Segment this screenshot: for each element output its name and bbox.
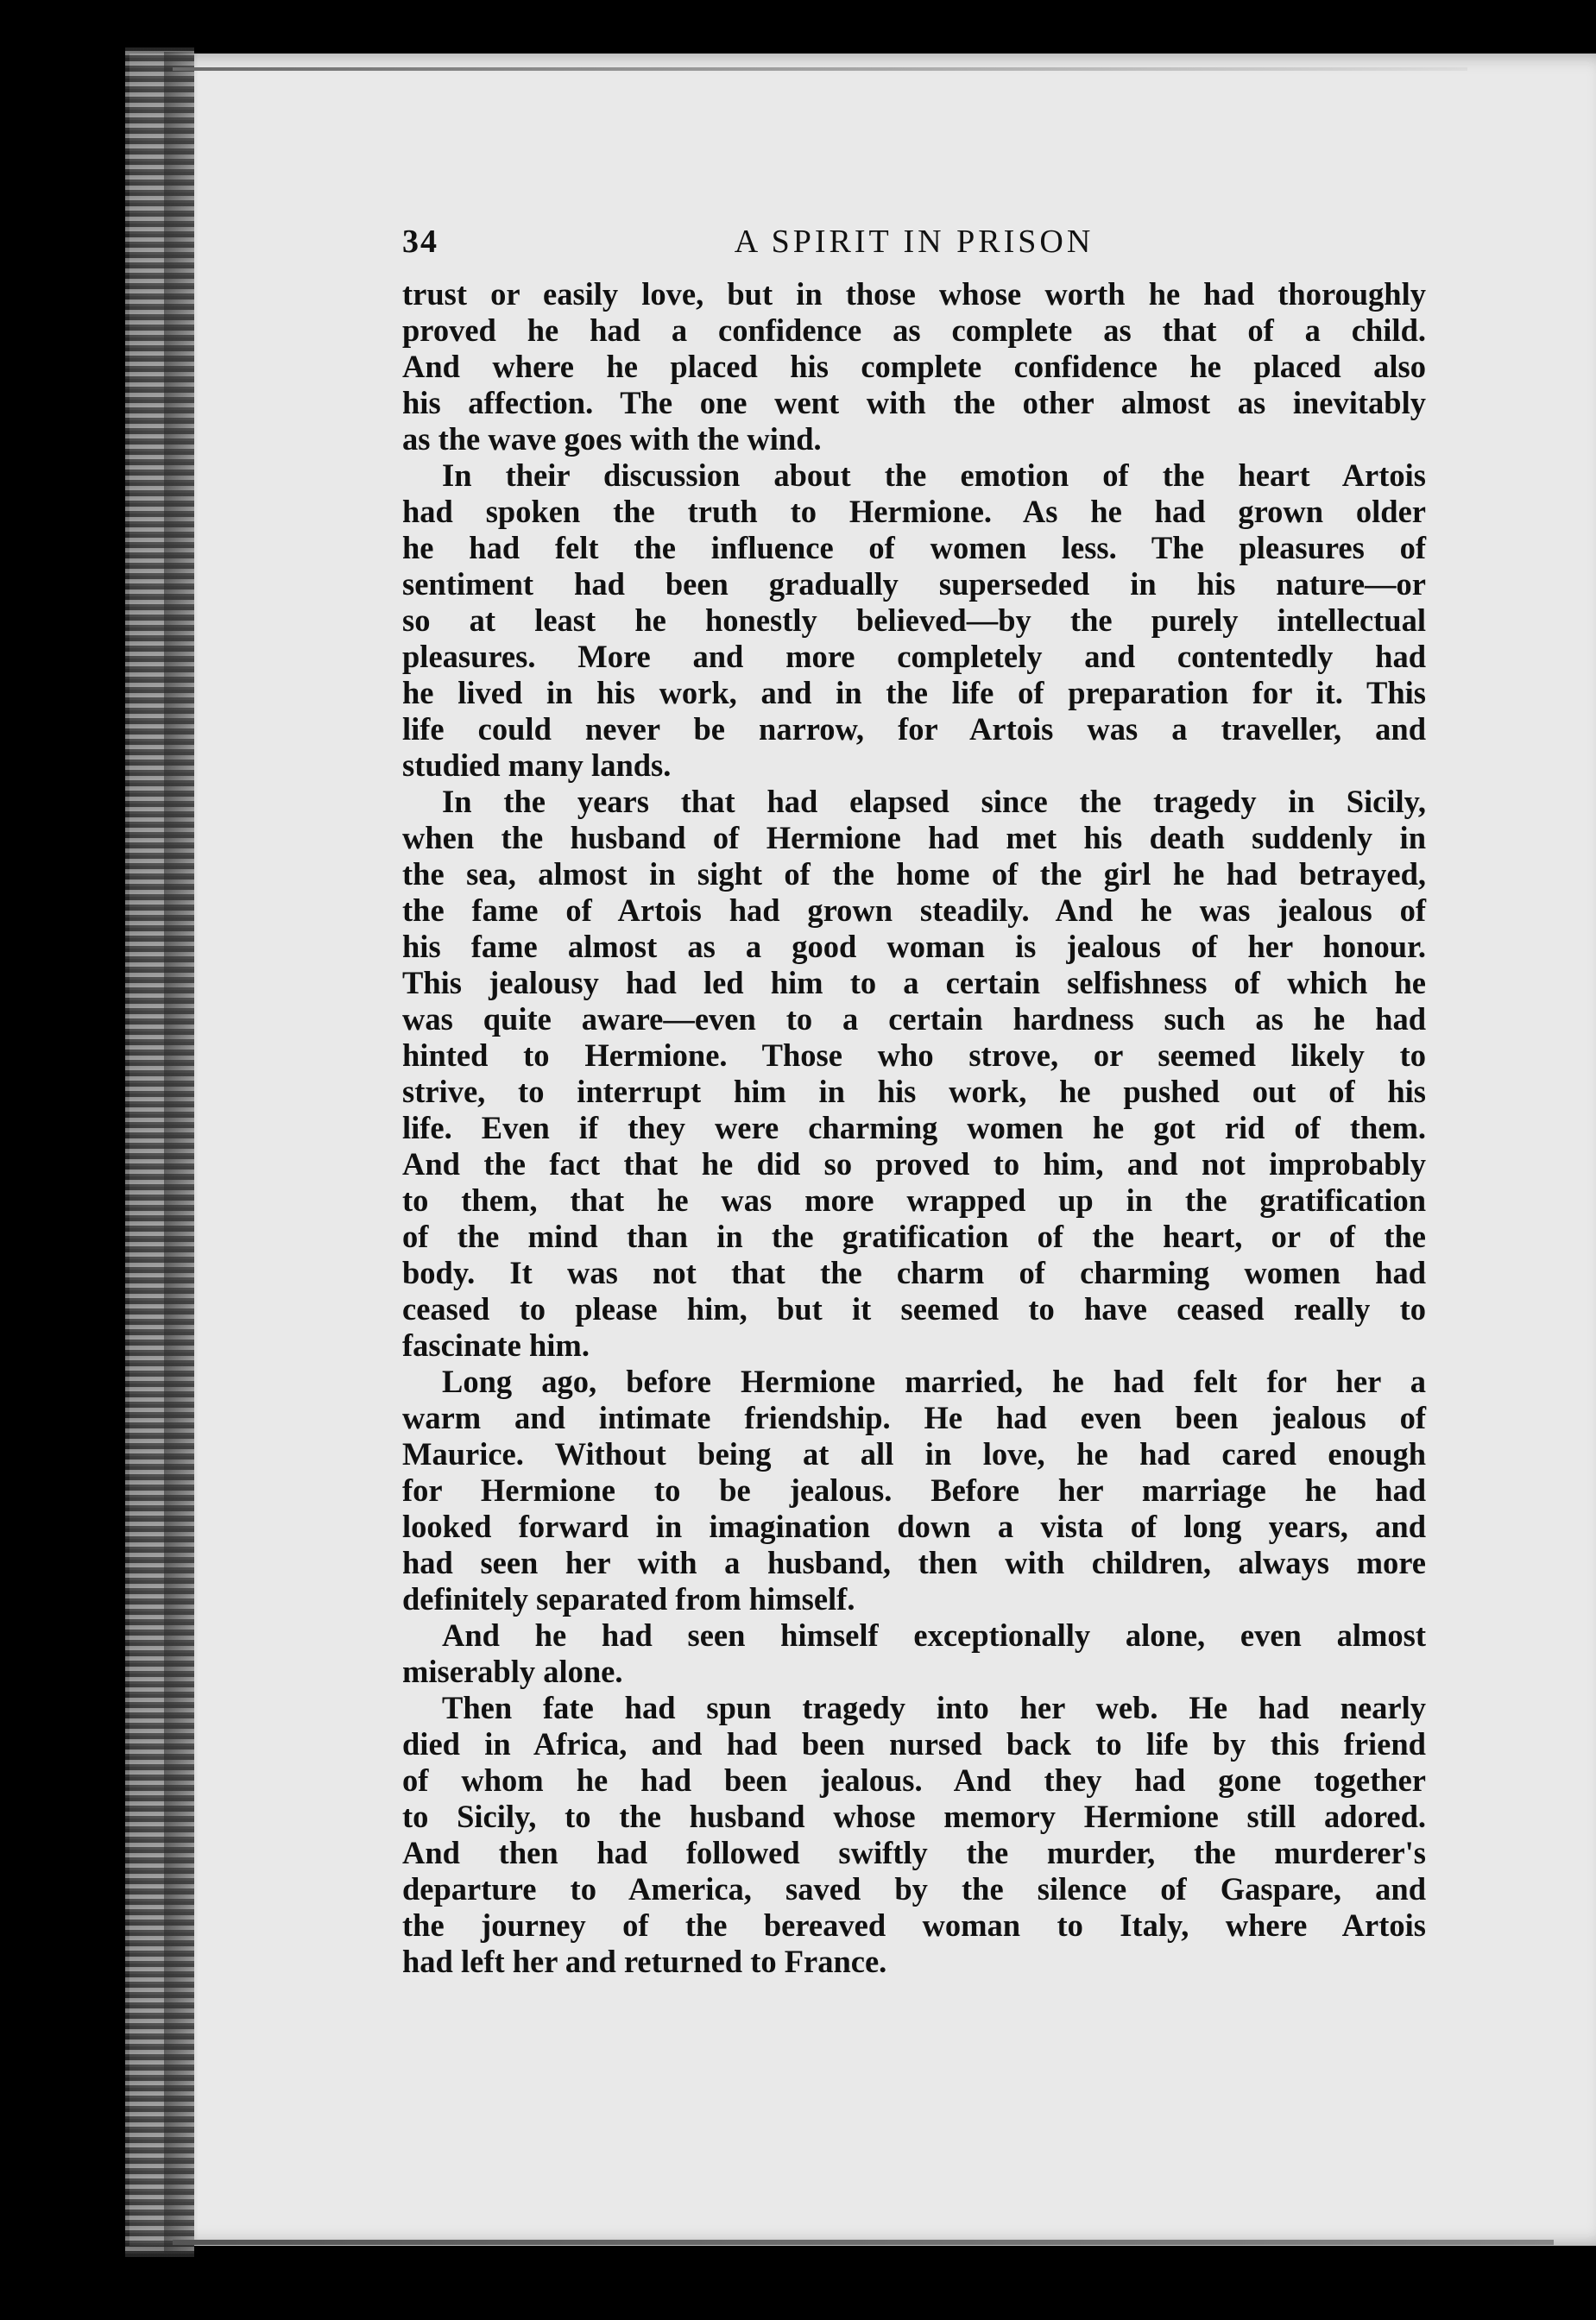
text-line: ceased to please him, but it seemed to have ceased really to xyxy=(402,1291,1426,1327)
text-line: This jealousy had led him to a certain selfishness of which he xyxy=(402,965,1426,1000)
text-line: Then fate had spun tragedy into her web. He had nearly xyxy=(442,1690,1426,1725)
text-line: he lived in his work, and in the life of preparation for it. This xyxy=(402,675,1426,710)
text-line: looked forward in imagination down a vista of long years, and xyxy=(402,1509,1426,1544)
text-line: to them, that he was more wrapped up in the gratification xyxy=(402,1182,1426,1218)
text-line: had left her and returned to France. xyxy=(402,1944,887,1979)
page-top-edge xyxy=(173,67,1467,71)
text-line: his fame almost as a good woman is jealous of her honour. xyxy=(402,929,1426,964)
text-line: warm and intimate friendship. He had even been jealous of xyxy=(402,1400,1426,1435)
text-line: so at least he honestly believed—by the purely intellectual xyxy=(402,602,1426,638)
text-line: In their discussion about the emotion of the heart Artois xyxy=(442,457,1426,493)
text-line: was quite aware—even to a certain hardness such as he had xyxy=(402,1001,1426,1037)
text-line: fascinate him. xyxy=(402,1327,590,1363)
text-line: And the fact that he did so proved to him, and not improbably xyxy=(402,1146,1426,1182)
text-line: proved he had a confidence as complete as that of a child. xyxy=(402,312,1426,348)
running-title: A SPIRIT IN PRISON xyxy=(734,224,1094,260)
text-line: life. Even if they were charming women he got rid of them. xyxy=(402,1110,1426,1145)
page-text-block xyxy=(402,223,1426,1980)
text-line: the journey of the bereaved woman to Italy, where Artois xyxy=(402,1907,1426,1943)
page-number: 34 xyxy=(402,224,438,260)
text-line: sentiment had been gradually superseded in his nature—or xyxy=(402,566,1426,602)
text-line: of whom he had been jealous. And they had gone together xyxy=(402,1762,1426,1798)
text-line: In the years that had elapsed since the tragedy in Sicily, xyxy=(442,784,1426,819)
text-line: And then had followed swiftly the murder, the murderer's xyxy=(402,1835,1426,1870)
text-line: studied many lands. xyxy=(402,747,672,783)
text-line: his affection. The one went with the other almost as inevitably xyxy=(402,385,1426,420)
body-text xyxy=(402,276,1426,1980)
text-line: for Hermione to be jealous. Before her marriage he had xyxy=(402,1472,1426,1508)
text-line: Maurice. Without being at all in love, he had cared enough xyxy=(402,1436,1426,1472)
text-line: the fame of Artois had grown steadily. And he was jealous of xyxy=(402,892,1426,928)
text-line: life could never be narrow, for Artois was a traveller, and xyxy=(402,711,1426,747)
text-line: had spoken the truth to Hermione. As he had grown older xyxy=(402,494,1426,529)
text-line: hinted to Hermione. Those who strove, or seemed likely to xyxy=(402,1037,1426,1073)
running-head xyxy=(402,223,1426,276)
text-line: And he had seen himself exceptionally alone, even almost xyxy=(442,1617,1426,1653)
text-line: departure to America, saved by the silence of Gaspare, and xyxy=(402,1871,1426,1907)
text-line: body. It was not that the charm of charming women had xyxy=(402,1255,1426,1290)
gutter-shadow xyxy=(164,52,199,2253)
text-line: miserably alone. xyxy=(402,1654,623,1689)
text-line: trust or easily love, but in those whose worth he had thoroughly xyxy=(402,276,1426,312)
text-line: of the mind than in the gratification of the heart, or of the xyxy=(402,1219,1426,1254)
text-line: And where he placed his complete confidence he placed also xyxy=(402,349,1426,384)
text-line: definitely separated from himself. xyxy=(402,1581,855,1617)
text-line: died in Africa, and had been nursed back to life by this friend xyxy=(402,1726,1426,1762)
text-line: the sea, almost in sight of the home of the girl he had betrayed, xyxy=(402,856,1426,892)
text-line: as the wave goes with the wind. xyxy=(402,421,822,457)
text-line: to Sicily, to the husband whose memory Hermione still adored. xyxy=(402,1799,1426,1834)
text-line: had seen her with a husband, then with children, always more xyxy=(402,1545,1426,1580)
text-line: when the husband of Hermione had met his death suddenly in xyxy=(402,820,1426,855)
text-line: strive, to interrupt him in his work, he pushed out of his xyxy=(402,1074,1426,1109)
page-bottom-edge xyxy=(173,2240,1554,2245)
text-line: Long ago, before Hermione married, he had felt for her a xyxy=(442,1364,1426,1399)
text-line: he had felt the influence of women less. The pleasures of xyxy=(402,530,1426,565)
text-line: pleasures. More and more completely and contentedly had xyxy=(402,639,1426,674)
